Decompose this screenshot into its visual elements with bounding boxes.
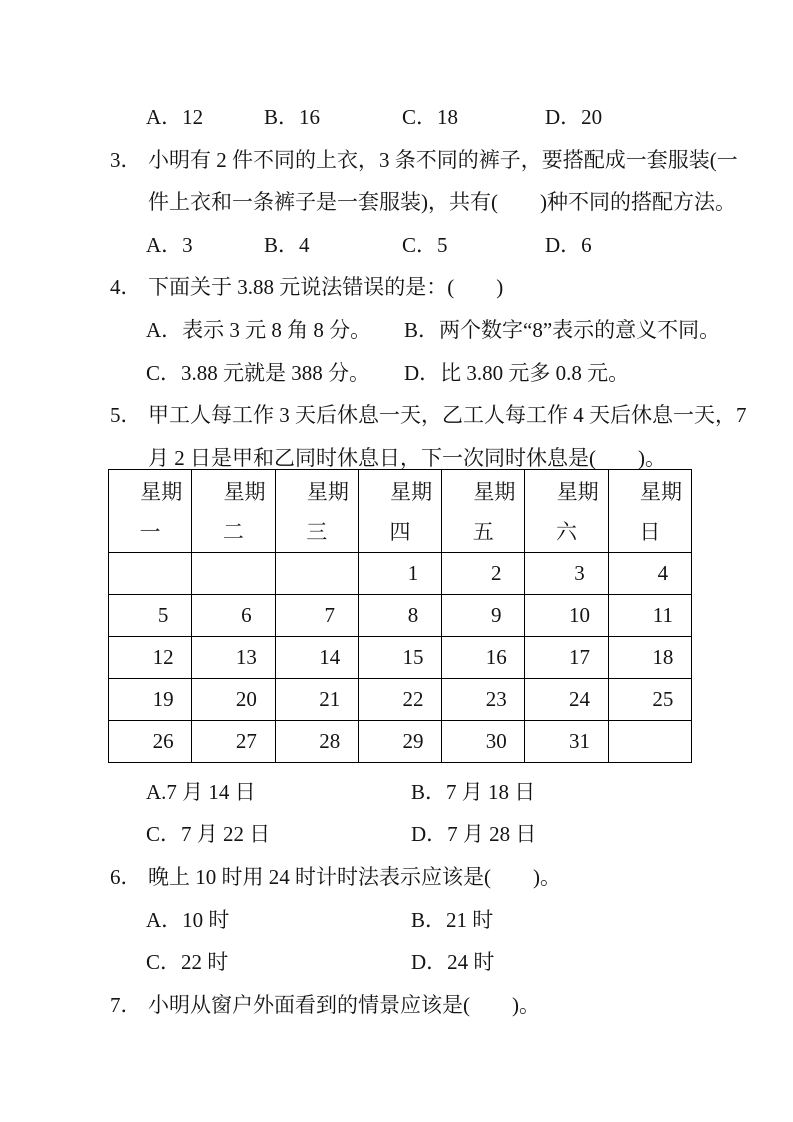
option-B: B．7 月 18 日 [411, 779, 536, 804]
option-B: B．21 时 [411, 907, 494, 932]
calendar-weekday-header [608, 470, 691, 553]
question-3-options-row [110, 224, 710, 267]
weekday-prefix: 星期 [223, 480, 266, 505]
question-4-options-row-1 [110, 309, 721, 352]
calendar-day-cell: 11 [608, 595, 691, 637]
calendar-day-cell: 21 [275, 679, 358, 721]
calendar-week-row [109, 721, 692, 763]
weekday-day: 四 [389, 520, 411, 545]
calendar-header-row [109, 470, 692, 553]
weekday-prefix: 星期 [306, 480, 349, 505]
calendar-weekday-header [358, 470, 441, 553]
calendar-day-cell: 28 [275, 721, 358, 763]
question-6-number: 6． [110, 865, 142, 890]
calendar-day-cell: 13 [192, 637, 275, 679]
question-5-line-1: 甲工人每工作 3 天后休息一天，乙工人每工作 4 天后休息一天，7 [148, 403, 747, 428]
calendar-week-row [109, 637, 692, 679]
option-C: C．22 时 [146, 950, 229, 975]
calendar-day-cell: 23 [442, 679, 525, 721]
question-4-options-row-2 [110, 352, 710, 395]
calendar-weekday-header [442, 470, 525, 553]
question-5-options-row-1 [110, 771, 710, 814]
question-4-line-1: 下面关于 3.88 元说法错误的是：( ) [148, 275, 504, 300]
calendar-empty-cell [109, 553, 192, 595]
weekday-day: 日 [639, 520, 661, 545]
calendar-day-cell: 1 [358, 553, 441, 595]
calendar-day-cell: 24 [525, 679, 608, 721]
option-A: A．10 时 [146, 907, 230, 932]
weekday-prefix: 星期 [556, 480, 599, 505]
calendar-day-cell: 16 [442, 637, 525, 679]
question-6 [110, 856, 710, 899]
calendar-weekday-header [525, 470, 608, 553]
calendar-day-cell: 25 [608, 679, 691, 721]
question-3-number: 3． [110, 147, 142, 172]
calendar-day-cell: 18 [608, 637, 691, 679]
question-7 [110, 984, 710, 1027]
calendar-day-cell: 26 [109, 721, 192, 763]
weekday-prefix: 星期 [473, 480, 516, 505]
calendar-day-cell: 10 [525, 595, 608, 637]
question-6-options-row-2 [110, 941, 710, 984]
calendar-empty-cell [608, 721, 691, 763]
option-B: B．4 [264, 232, 310, 257]
calendar-day-cell: 5 [109, 595, 192, 637]
question-7-line-1: 小明从窗户外面看到的情景应该是( )。 [148, 992, 540, 1017]
option-A: A．12 [146, 105, 204, 129]
calendar-day-cell: 19 [109, 679, 192, 721]
calendar-day-cell: 30 [442, 721, 525, 763]
weekday-day: 五 [472, 520, 494, 545]
option-D: D．比 3.80 元多 0.8 元。 [404, 360, 630, 385]
question-5 [110, 394, 747, 479]
weekday-prefix: 星期 [390, 480, 433, 505]
calendar-day-cell: 27 [192, 721, 275, 763]
question-6-options-row-1 [110, 899, 710, 942]
calendar-day-cell: 14 [275, 637, 358, 679]
question-4 [110, 266, 710, 309]
question-6-line-1: 晚上 10 时用 24 时计时法表示应该是( )。 [148, 865, 561, 890]
option-B: B．两个数字“8”表示的意义不同。 [404, 317, 721, 342]
question-2-options-row [110, 96, 710, 139]
calendar-day-cell: 4 [608, 553, 691, 595]
option-D: D．7 月 28 日 [411, 822, 537, 847]
calendar-table [108, 469, 692, 763]
calendar-week-row [109, 553, 692, 595]
weekday-prefix: 星期 [640, 480, 682, 505]
calendar-day-cell: 12 [109, 637, 192, 679]
question-3 [110, 139, 738, 224]
option-A: A．3 [146, 232, 193, 257]
calendar-day-cell: 29 [358, 721, 441, 763]
question-5-number: 5． [110, 403, 142, 428]
calendar-week-row [109, 595, 692, 637]
calendar-day-cell: 3 [525, 553, 608, 595]
option-D: D．6 [545, 232, 592, 257]
calendar-day-cell: 8 [358, 595, 441, 637]
question-5-options-row-2 [110, 813, 710, 856]
calendar-day-cell: 17 [525, 637, 608, 679]
calendar-weekday-header [109, 470, 192, 553]
weekday-day: 三 [306, 520, 328, 545]
calendar-day-cell: 2 [442, 553, 525, 595]
calendar-day-cell: 31 [525, 721, 608, 763]
calendar-day-cell: 9 [442, 595, 525, 637]
option-A: A.7 月 14 日 [146, 779, 256, 804]
option-A: A．表示 3 元 8 角 8 分。 [146, 317, 372, 342]
weekday-day: 六 [556, 520, 578, 545]
calendar-weekday-header [275, 470, 358, 553]
calendar-day-cell: 20 [192, 679, 275, 721]
option-B: B．16 [264, 105, 321, 129]
calendar-empty-cell [192, 553, 275, 595]
calendar-empty-cell [275, 553, 358, 595]
option-C: C．7 月 22 日 [146, 822, 271, 847]
question-5-line-2: 月 2 日是甲和乙同时休息日，下一次同时休息是( )。 [148, 445, 666, 470]
option-C: C．3.88 元就是 388 分。 [146, 360, 371, 385]
calendar-day-cell: 15 [358, 637, 441, 679]
question-7-number: 7． [110, 992, 142, 1017]
calendar-day-cell: 7 [275, 595, 358, 637]
question-3-line-2: 件上衣和一条裤子是一套服装)，共有( )种不同的搭配方法。 [148, 190, 736, 215]
option-D: D．20 [545, 105, 603, 129]
option-C: C．18 [402, 105, 459, 129]
weekday-day: 一 [139, 520, 161, 545]
option-C: C．5 [402, 232, 448, 257]
question-3-line-1: 小明有 2 件不同的上衣，3 条不同的裤子，要搭配成一套服装(一 [148, 147, 738, 172]
weekday-day: 二 [222, 520, 244, 545]
option-D: D．24 时 [411, 950, 495, 975]
weekday-prefix: 星期 [140, 480, 183, 505]
calendar-weekday-header [192, 470, 275, 553]
calendar-day-cell: 6 [192, 595, 275, 637]
calendar-day-cell: 22 [358, 679, 441, 721]
calendar-week-row [109, 679, 692, 721]
question-4-number: 4． [110, 275, 142, 300]
